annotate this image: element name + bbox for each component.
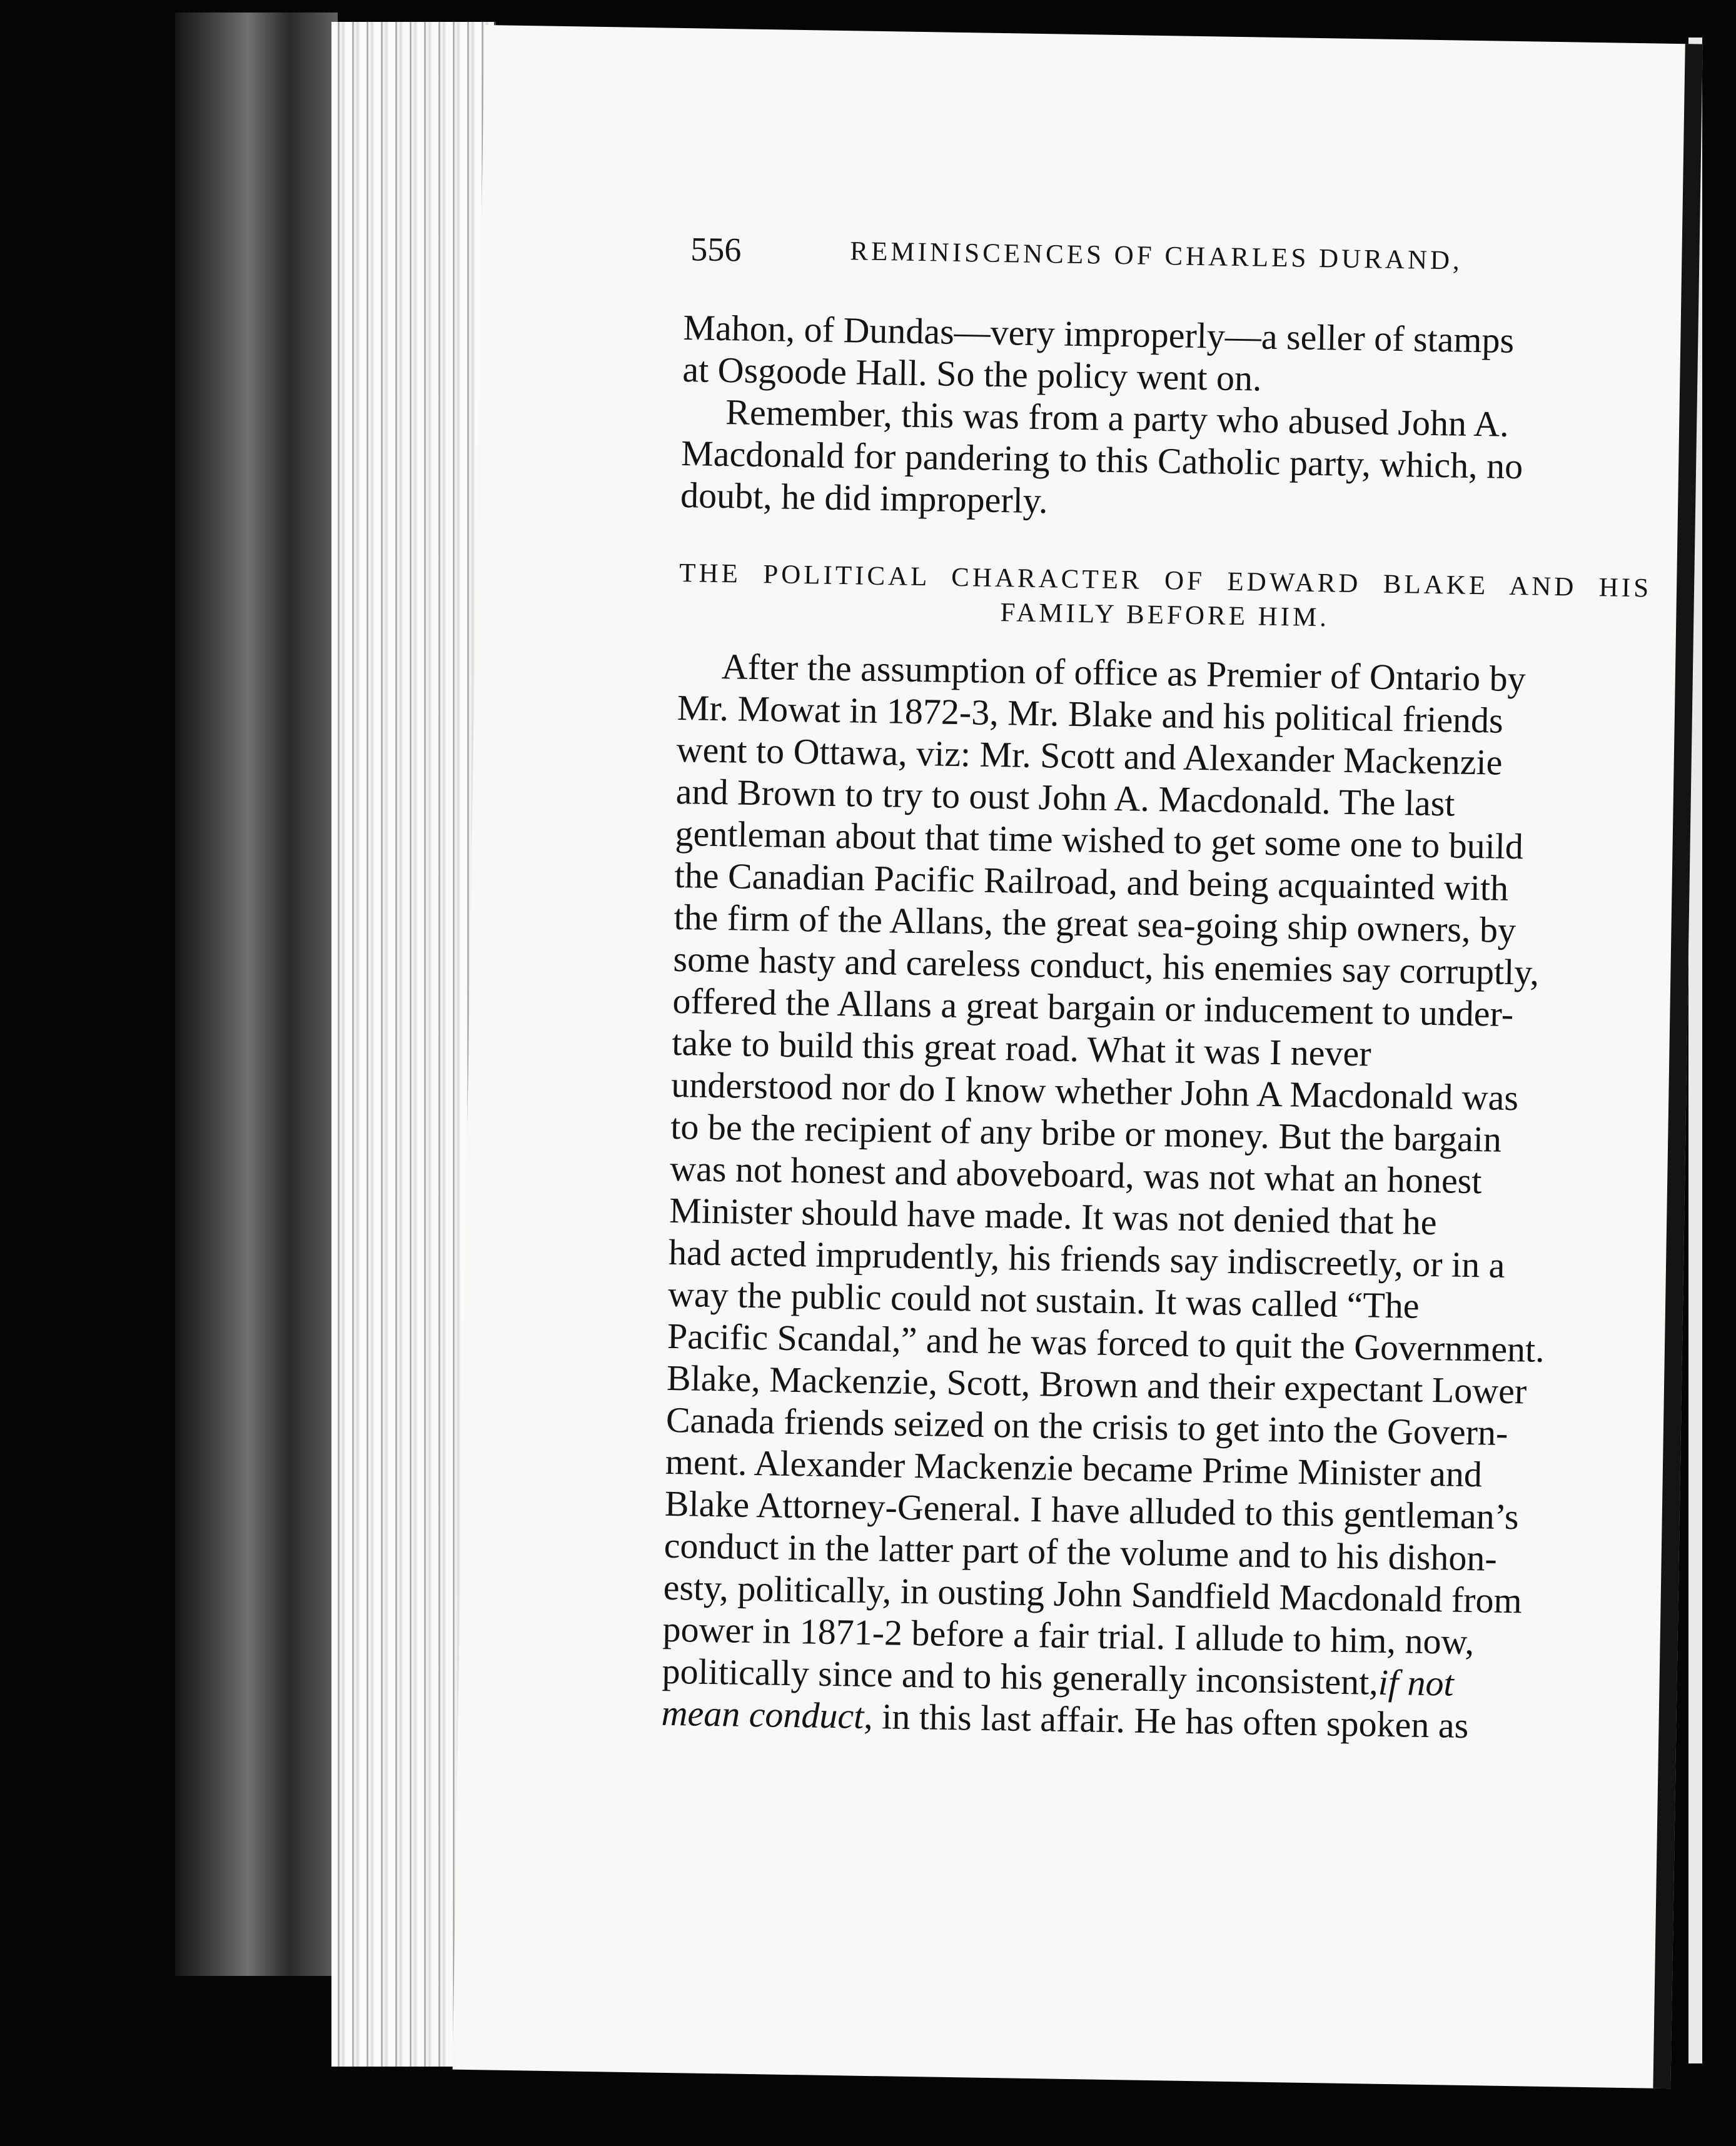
text-line: offered the Allans a great bargain or inducement to under-	[672, 980, 1514, 1035]
text-line: Minister should have made. It was not denied that he	[669, 1189, 1437, 1243]
book-page	[453, 25, 1703, 2088]
text-line: Canada friends seized on the crisis to get into the Govern-	[665, 1399, 1508, 1453]
text-line: the Canadian Pacific Railroad, and being acquainted with	[674, 854, 1509, 909]
italic-text-segment: if not	[1378, 1661, 1455, 1704]
text-line: understood nor do I know whether John A Macdonald was	[670, 1064, 1519, 1119]
page-number: 556	[690, 230, 742, 269]
book-spine-shadow	[175, 13, 338, 1976]
text-line: power in 1871-2 before a fair trial. I allude to him, now,	[662, 1608, 1475, 1663]
text-line: Mahon, of Dundas—very improperly—a seller of stamps	[682, 307, 1515, 361]
text-line: Mr. Mowat in 1872-3, Mr. Blake and his political friends	[677, 687, 1504, 741]
text-line: gentleman about that time wished to get some one to build	[675, 812, 1524, 867]
text-line: Blake, Mackenzie, Scott, Brown and their expectant Lower	[666, 1357, 1527, 1412]
text-segment: , in this last affair. He has often spoken as	[863, 1695, 1469, 1746]
text-line: was not honest and aboveboard, was not what an honest	[669, 1147, 1482, 1202]
text-line: had acted imprudently, his friends say indiscreetly, or in a	[668, 1231, 1505, 1286]
text-line: doubt, he did improperly.	[680, 475, 1049, 521]
text-line: Pacific Scandal,” and he was forced to quit the Government.	[667, 1315, 1545, 1370]
text-line: ment. Alexander Mackenzie became Prime Minister and	[665, 1441, 1483, 1495]
text-line: Blake Attorney-General. I have alluded to this gentleman’s	[664, 1483, 1520, 1538]
text-segment: politically since and to his generally inconsistent,	[662, 1650, 1379, 1703]
text-line: at Osgoode Hall. So the policy went on.	[682, 349, 1263, 399]
text-line: After the assumption of office as Premier of Ontario by	[721, 646, 1527, 700]
page-header	[690, 229, 1667, 295]
body-text	[661, 306, 1656, 1749]
text-line: Remember, this was from a party who abused John A.	[725, 391, 1510, 445]
italic-text-segment: mean conduct	[661, 1692, 864, 1736]
text-line: way the public could not sustain. It was called “The	[667, 1273, 1420, 1326]
text-line: went to Ottawa, viz: Mr. Scott and Alexander Mackenzie	[676, 728, 1503, 783]
text-line: Macdonald for pandering to this Catholic party, which, no	[680, 433, 1523, 487]
section-heading-line-2: FAMILY BEFORE HIM.	[1000, 598, 1330, 633]
running-title: REMINISCENCES OF CHARLES DURAND,	[850, 236, 1463, 276]
text-line: conduct in the latter part of the volume and to his dishon-	[664, 1524, 1498, 1579]
text-line: and Brown to try to oust John A. Macdonald. The last	[675, 770, 1455, 824]
text-line: esty, politically, in ousting John Sandfield Macdonald from	[663, 1566, 1523, 1621]
text-line: the firm of the Allans, the great sea-going ship owners, by	[674, 896, 1516, 951]
text-line: some hasty and careless conduct, his enemies say corruptly,	[673, 938, 1540, 993]
text-line: take to build this great road. What it was I never	[671, 1022, 1372, 1074]
section-heading-line-1: THE POLITICAL CHARACTER OF EDWARD BLAKE AND HIS	[679, 558, 1652, 603]
text-line: to be the recipient of any bribe or money. But the bargain	[670, 1106, 1502, 1160]
